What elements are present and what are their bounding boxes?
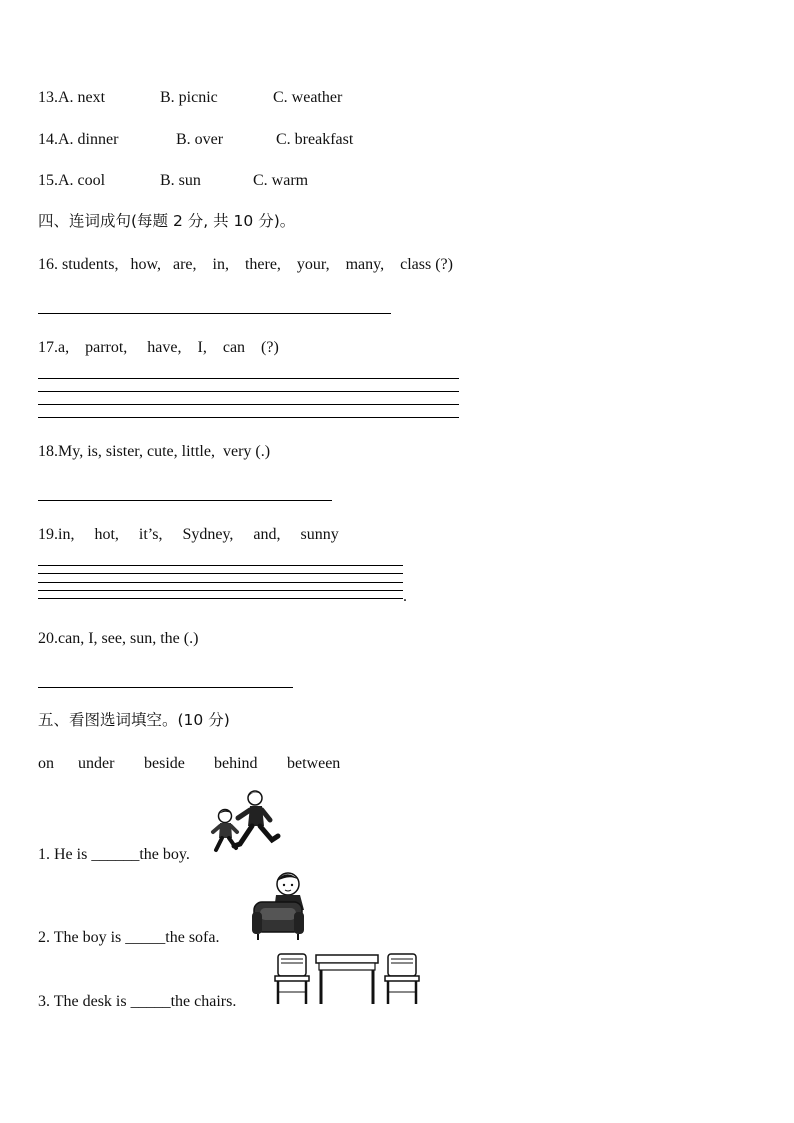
question-number: 13. (38, 89, 58, 106)
fill-blank[interactable]: _____ (130, 993, 171, 1010)
option-b: B. sun (160, 172, 201, 189)
answer-line (38, 417, 459, 418)
question-19: 19.in, hot, it’s, Sydney, and, sunny (38, 526, 339, 543)
option-a: A. cool (58, 172, 106, 189)
option-a: A. next (58, 89, 106, 106)
answer-line[interactable] (38, 565, 403, 566)
end-mark: . (403, 588, 407, 605)
question-13 (38, 88, 105, 108)
answer-line (38, 404, 459, 405)
answer-line (38, 582, 403, 583)
word-bank-beside: beside (144, 755, 185, 772)
word-bank-on: on (38, 755, 54, 772)
option-a: A. dinner (58, 131, 119, 148)
desk-between-chairs-image (272, 952, 422, 1006)
picture-question-1: 1. He is ______the boy. (38, 846, 190, 863)
picture-question-3: 3. The desk is _____the chairs. (38, 993, 237, 1010)
option-c: C. breakfast (276, 131, 354, 148)
section-4-heading: 四、连词成句(每题 2 分, 共 10 分)。 (38, 212, 296, 230)
section-5-heading: 五、看图选词填空。(10 分) (38, 711, 230, 729)
answer-line (38, 391, 459, 392)
question-17: 17.a, parrot, have, I, can (?) (38, 339, 279, 356)
answer-line[interactable] (38, 313, 391, 314)
answer-line[interactable] (38, 378, 459, 379)
man-chasing-boy-image (210, 788, 284, 860)
question-14 (38, 130, 118, 150)
answer-line (38, 573, 403, 574)
picture-question-2: 2. The boy is _____the sofa. (38, 929, 220, 946)
fill-blank[interactable]: ______ (91, 846, 140, 863)
question-20: 20.can, I, see, sun, the (.) (38, 630, 199, 647)
fill-blank[interactable]: _____ (125, 929, 166, 946)
answer-line (38, 590, 403, 591)
word-bank-between: between (287, 755, 341, 772)
answer-line[interactable] (38, 687, 293, 688)
option-c: C. warm (253, 172, 309, 189)
question-16: 16. students, how, are, in, there, your, many, class (?) (38, 256, 453, 273)
option-c: C. weather (273, 89, 343, 106)
question-number: 14. (38, 131, 58, 148)
question-18: 18.My, is, sister, cute, little, very (.) (38, 443, 271, 460)
word-bank-under: under (78, 755, 115, 772)
question-15 (38, 171, 105, 191)
question-number: 15. (38, 172, 58, 189)
boy-behind-sofa-image (250, 868, 308, 944)
word-bank-behind: behind (214, 755, 258, 772)
answer-line (38, 598, 403, 599)
option-b: B. picnic (160, 89, 218, 106)
option-b: B. over (176, 131, 224, 148)
answer-line[interactable] (38, 500, 332, 501)
